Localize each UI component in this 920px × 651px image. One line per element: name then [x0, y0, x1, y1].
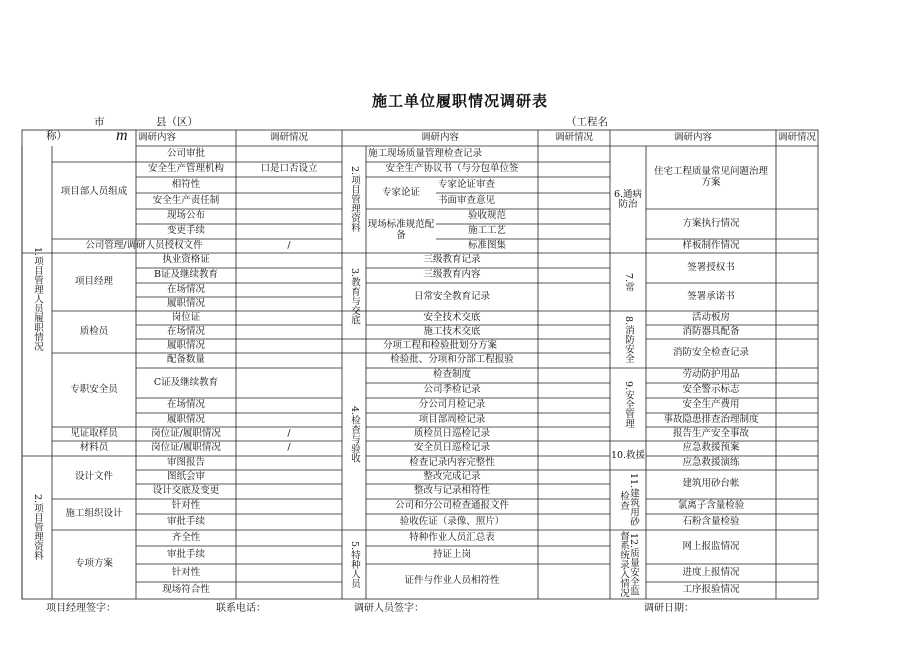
standards-item-3: 标准图集 [467, 239, 506, 251]
check-item-3: 公司季检记录 [423, 384, 481, 396]
check-item-7: 安全员日巡检记录 [413, 442, 490, 454]
fire-item-1: 活动板房 [691, 311, 730, 323]
common-issue-plan: 住宅工程质量常见问题治理方案 [653, 165, 768, 188]
safety-item-2: C证及继续教育 [153, 376, 219, 388]
special-item-2: 审批手续 [166, 548, 205, 560]
system-item-2: 进度上报情况 [682, 566, 740, 578]
header-situation-1: 调研情况 [269, 132, 308, 144]
pm-item-1: 执业资格证 [162, 254, 210, 266]
header-situation-3: 调研情况 [777, 132, 816, 144]
sign-authorization: 签署授权书 [687, 261, 735, 273]
special-staff-item-2: 持证上岗 [432, 548, 471, 560]
item-publication: 现场公布 [166, 210, 205, 222]
meta-m-mark: m [116, 127, 128, 144]
check-item-1: 检验批、分项和分部工程报验 [390, 354, 514, 366]
org-item-1: 针对性 [171, 500, 201, 512]
safety-mgmt-item-1: 劳动防护用品 [682, 369, 740, 381]
section-10-label: 10.救援 [610, 449, 646, 461]
special-item-3: 针对性 [171, 566, 201, 578]
section-2-top-label: 2.项目管理资料 [348, 166, 360, 233]
sign-promise: 签署承诺书 [687, 290, 735, 302]
item-conformity: 相符性 [171, 178, 201, 190]
header-situation-2: 调研情况 [554, 132, 593, 144]
section-9-label: 9.安全管理 [622, 380, 634, 429]
special-staff-item-3: 证件与作业人员相符性 [404, 575, 500, 587]
safety-item-1: 配备数量 [166, 354, 205, 366]
material-label: 材料员 [79, 442, 109, 454]
design-item-1: 审图报告 [166, 456, 205, 468]
system-item-3: 工序报验情况 [682, 584, 740, 596]
header-content-1: 调研内容 [138, 132, 177, 144]
check-item-9: 整改完成记录 [423, 470, 481, 482]
company-auth-slash: / [287, 239, 291, 251]
design-label: 设计文件 [74, 471, 113, 483]
project-dept-label: 项目部人员组成 [60, 186, 128, 198]
meta-county: 县（区） [156, 116, 198, 128]
org-item-2: 审批手续 [166, 515, 205, 527]
check-item-8: 检查记录内容完整性 [409, 456, 495, 468]
safety-agreement: 安全生产协议书（与分包单位签 [385, 163, 519, 175]
edu-item-2: 三级教育内容 [423, 269, 481, 281]
section-1-label: 1.项目管理人员履职情况 [31, 247, 43, 352]
check-item-2: 检查制度 [432, 369, 471, 381]
sand-item-2: 氯离子含量检验 [677, 500, 745, 512]
footer-staff-sign: 调研人员签字： [354, 603, 424, 614]
section-6-label: 6.通病防治 [613, 188, 643, 210]
quality-check-record: 施工现场质量管理检查记录 [368, 147, 483, 159]
item-change: 变更手续 [166, 225, 205, 237]
qc-item-2: 在场情况 [166, 325, 205, 337]
item-company-approval: 公司审批 [166, 147, 205, 159]
fire-item-2: 消防器具配备 [682, 325, 740, 337]
special-item-4: 现场符合性 [162, 584, 210, 596]
edu-item-3: 日常安全教育记录 [413, 290, 490, 302]
pm-label: 项目经理 [74, 275, 113, 287]
system-item-1: 网上报监情况 [682, 540, 740, 552]
safety-officer-label: 专职安全员 [70, 383, 118, 395]
section-4-label: 4.检查与验收 [348, 406, 360, 463]
meta-project: （工程名 [566, 116, 608, 128]
page-title: 施工单位履职情况调研表 [371, 92, 548, 110]
section-11-label: 11.建筑用砂检查 [618, 473, 639, 527]
plan-execution: 方案执行情况 [682, 217, 740, 229]
edu-item-1: 三级教育记录 [423, 254, 481, 266]
special-plan-label: 专项方案 [74, 558, 113, 570]
rescue-item-1: 应急救援预案 [682, 442, 740, 454]
section-2-bottom-label: 2.项目管理资料 [31, 494, 43, 561]
meta-city: 市 [94, 116, 105, 128]
expert-review-label: 专家论证 [381, 186, 420, 198]
footer-date: 调研日期： [644, 603, 694, 614]
safety-item-3: 在场情况 [166, 399, 205, 411]
meta-name: 称） [46, 130, 67, 142]
safety-mgmt-item-2: 安全警示标志 [682, 384, 740, 396]
safety-mgmt-item-3: 安全生产费用 [682, 399, 740, 411]
pm-item-4: 履职情况 [166, 297, 205, 309]
section-8-label: 8.消防安全 [622, 315, 634, 364]
company-auth-label: 公司管理/调研人员授权文件 [85, 239, 203, 251]
disclosure-item-3: 分项工程和检验批划分方案 [382, 339, 497, 351]
standards-item-2: 施工工艺 [467, 225, 506, 237]
sand-item-1: 建筑用砂台帐 [682, 478, 740, 490]
pm-item-3: 在场情况 [166, 283, 205, 295]
qc-item-1: 岗位证 [171, 311, 201, 323]
org-design-label: 施工组织设计 [65, 508, 123, 520]
check-item-5: 项目部周检记录 [418, 413, 486, 425]
sand-item-3: 石粉含量检验 [682, 515, 740, 527]
check-note: 口是口否设立 [260, 163, 318, 175]
material-item: 岗位证/履职情况 [151, 442, 221, 454]
fire-item-3: 消防安全检查记录 [672, 347, 749, 359]
sample-making: 样板制作情况 [682, 239, 740, 251]
disclosure-item-2: 施工技术交底 [423, 325, 481, 337]
safety-mgmt-item-4: 事故隐患排查治理制度 [663, 413, 759, 425]
qc-item-3: 履职情况 [166, 339, 205, 351]
header-content-3: 调研内容 [673, 132, 712, 144]
safety-item-4: 履职情况 [166, 413, 205, 425]
special-item-1: 齐全性 [171, 531, 201, 543]
pm-item-2: B证及继续教育 [154, 269, 218, 281]
witness-slash: / [287, 427, 291, 439]
safety-mgmt-item-5: 报告生产安全事故 [672, 427, 749, 439]
design-item-2: 图纸会审 [166, 470, 205, 482]
item-safety-org: 安全生产管理机构 [147, 163, 224, 175]
special-staff-item-1: 特种作业人员汇总表 [409, 531, 495, 543]
section-7-label: 7.常 [622, 272, 634, 292]
check-item-11: 公司和分公司检查通报文件 [394, 500, 509, 512]
section-5-label: 5.特种人员 [348, 540, 360, 589]
item-responsibility: 安全生产责任制 [152, 194, 220, 206]
witness-label: 见证取样员 [70, 427, 118, 439]
section-12-label: 12.质量安全监督系统录入情况 [618, 531, 639, 598]
check-item-4: 分公司月检记录 [418, 399, 486, 411]
footer-phone: 联系电话： [216, 603, 266, 614]
expert-item-2: 书面审查意见 [438, 194, 496, 206]
check-item-12: 验收佐证（录像、照片） [399, 515, 505, 527]
check-item-10: 整改与记录相符性 [413, 485, 490, 497]
footer-pm-sign: 项目经理签字： [46, 603, 116, 614]
material-slash: / [287, 442, 291, 454]
expert-item-1: 专家论证审查 [438, 178, 496, 190]
disclosure-item-1: 安全技术交底 [423, 311, 481, 323]
qc-label: 质检员 [79, 325, 109, 337]
design-item-3: 设计交底及变更 [152, 485, 220, 497]
witness-item: 岗位证/履职情况 [151, 427, 221, 439]
standards-item-1: 验收规范 [467, 210, 506, 222]
header-content-2: 调研内容 [420, 132, 459, 144]
standards-label: 现场标准规范配备 [367, 219, 435, 241]
rescue-item-2: 应急救援演练 [682, 456, 740, 468]
section-3-label: 3.教育与交底 [348, 267, 360, 325]
check-item-6: 质检员日巡检记录 [413, 427, 490, 439]
